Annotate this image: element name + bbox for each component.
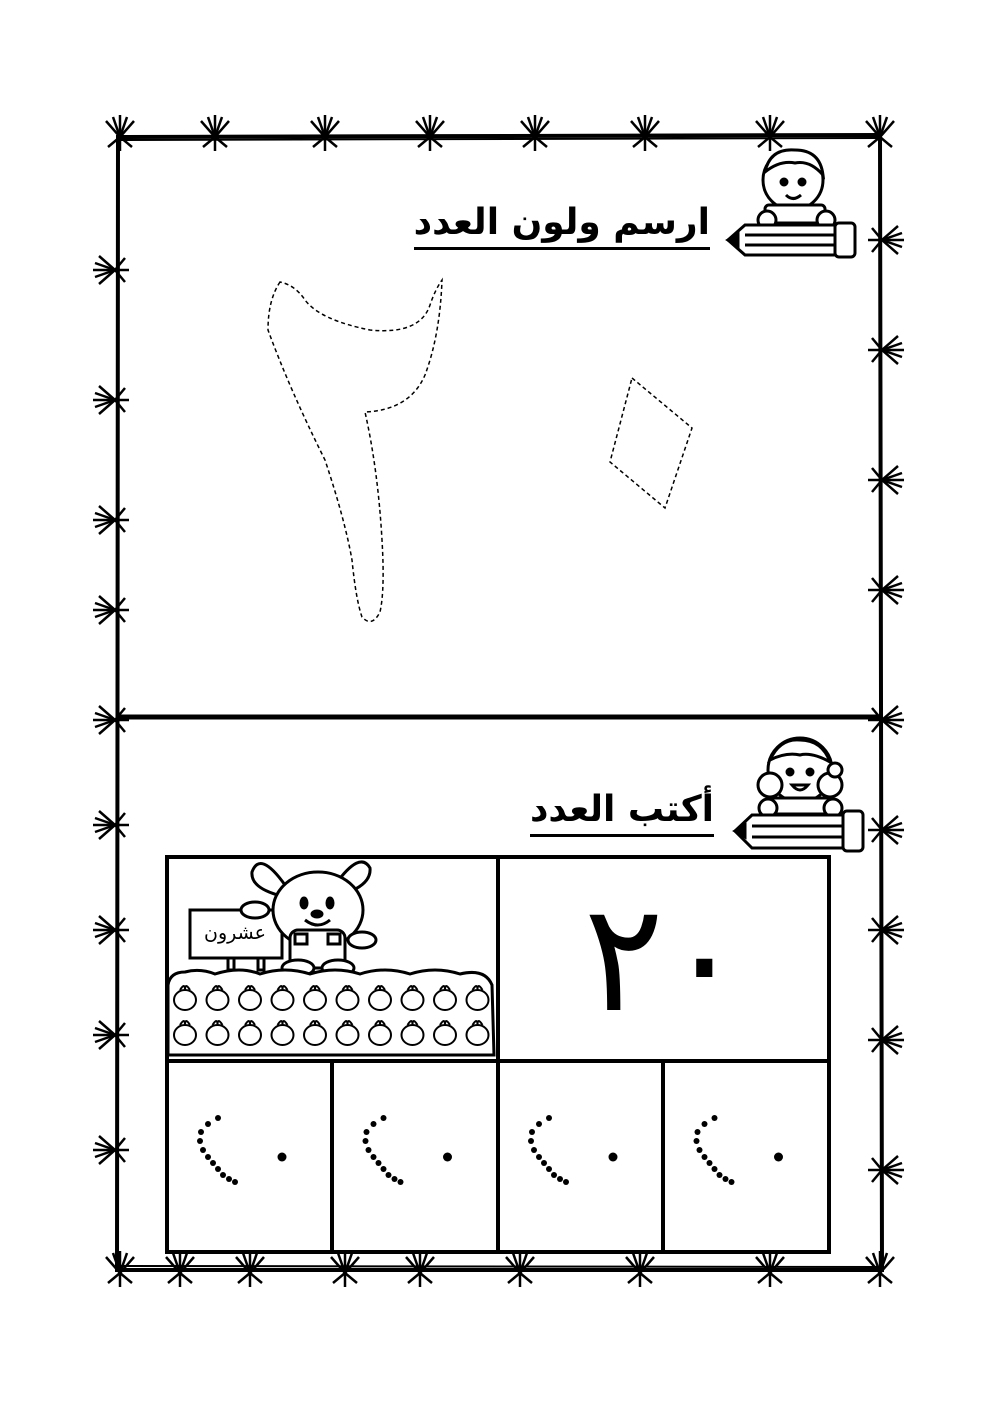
grass-tuft-icon — [93, 256, 129, 284]
grass-tuft-icon — [868, 816, 904, 844]
trace-digit — [694, 1115, 784, 1185]
grass-tuft-icon — [201, 115, 229, 151]
grass-tuft-icon — [93, 706, 129, 734]
grass-tuft-icon — [106, 115, 134, 151]
grass-tuft-icon — [868, 226, 904, 254]
grass-tuft-icon — [756, 115, 784, 151]
grass-tuft-icon — [868, 1156, 904, 1184]
grass-tuft-icon — [868, 916, 904, 944]
trace-digit — [197, 1115, 287, 1185]
write-section-title: أكتب العدد — [530, 792, 714, 837]
draw-section-title: ارسم ولون العدد — [414, 205, 710, 250]
grass-tuft-icon — [868, 336, 904, 364]
dotted-trace-digits — [197, 1115, 783, 1185]
grass-tuft-icon — [311, 115, 339, 151]
model-number: ٢٠ — [583, 872, 745, 1046]
trace-digit — [528, 1115, 618, 1185]
grass-tuft-icon — [868, 1026, 904, 1054]
grass-tuft-icon — [93, 916, 129, 944]
grass-tuft-icon — [868, 576, 904, 604]
girl-with-pencil-icon — [735, 738, 863, 851]
grass-tuft-icon — [866, 115, 894, 151]
grass-tuft-icon — [93, 1021, 129, 1049]
grass-tuft-icon — [93, 811, 129, 839]
grass-tuft-icon — [93, 596, 129, 624]
grass-tuft-icon — [868, 706, 904, 734]
grass-tuft-icon — [631, 115, 659, 151]
bunny-holding-sign-icon — [190, 862, 376, 976]
boy-with-pencil-icon — [728, 150, 855, 257]
grass-tuft-icon — [416, 115, 444, 151]
bunny-sign-label: عشرون — [204, 922, 266, 944]
grass-tuft-icon — [868, 466, 904, 494]
grass-tuft-icon — [93, 386, 129, 414]
grass-tuft-icon — [521, 115, 549, 151]
grass-tuft-icon — [93, 1136, 129, 1164]
trace-digit — [363, 1115, 453, 1185]
dashed-number-outline — [268, 280, 692, 621]
grass-tuft-icon — [93, 506, 129, 534]
